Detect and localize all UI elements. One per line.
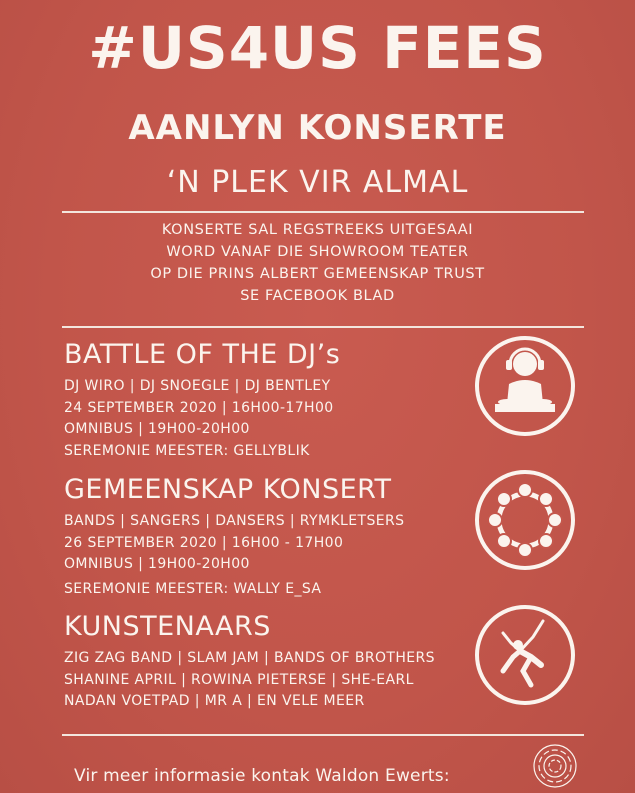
top-divider	[62, 211, 584, 213]
community-circle-icon	[473, 468, 577, 572]
section-kunstenaars	[64, 612, 484, 713]
section-line: NADAN VOETPAD | MR A | EN VELE MEER	[64, 693, 365, 709]
intro-text	[0, 219, 635, 307]
section-line: BANDS | SANGERS | DANSERS | RYMKLETSERS	[64, 513, 405, 529]
intro-line: KONSERTE SAL REGSTREEKS UITGESAAI	[161, 222, 474, 238]
section-gemeenskap-konsert	[64, 475, 484, 600]
section-battle-of-the-djs	[64, 340, 484, 462]
dj-icon	[473, 334, 577, 438]
section-line: ZIG ZAG BAND | SLAM JAM | BANDS OF BROTHERS	[64, 650, 435, 666]
intro-line: OP DIE PRINS ALBERT GEMEENSKAP TRUST	[150, 266, 485, 282]
section-line: SHANINE APRIL | ROWINA PIETERSE | SHE-EARL	[64, 671, 414, 688]
section-line: OMNIBUS | 19H00-20H00	[64, 421, 250, 437]
section-line: 26 SEPTEMBER 2020 | 16H00 - 17H00	[64, 534, 344, 551]
section-heading: BATTLE OF THE DJ’s	[64, 339, 341, 370]
bottom-divider	[62, 734, 584, 736]
section-line: SEREMONIE MEESTER: GELLYBLIK	[64, 442, 310, 459]
intro-line: WORD VANAF DIE SHOWROOM TEATER	[166, 244, 469, 260]
section-line: DJ WIRO | DJ SNOEGLE | DJ BENTLEY	[64, 378, 331, 394]
section-heading: KUNSTENAARS	[64, 611, 271, 642]
intro-divider	[62, 326, 584, 328]
dancer-icon	[473, 603, 577, 707]
event-subtitle: AANLYN KONSERTE	[128, 108, 507, 148]
section-line: 24 SEPTEMBER 2020 | 16H00-17H00	[64, 399, 334, 416]
contact-info: Vir meer informasie kontak Waldon Ewerts:	[74, 766, 450, 786]
section-line: OMNIBUS | 19H00-20H00	[64, 556, 250, 572]
trust-logo-icon	[531, 742, 579, 790]
intro-line: SE FACEBOOK BLAD	[240, 288, 395, 304]
event-title: #US4US FEES	[88, 14, 547, 82]
event-tagline: ‘N PLEK VIR ALMAL	[166, 165, 469, 200]
section-heading: GEMEENSKAP KONSERT	[64, 474, 392, 505]
section-line: SEREMONIE MEESTER: WALLY E_SA	[64, 580, 322, 597]
